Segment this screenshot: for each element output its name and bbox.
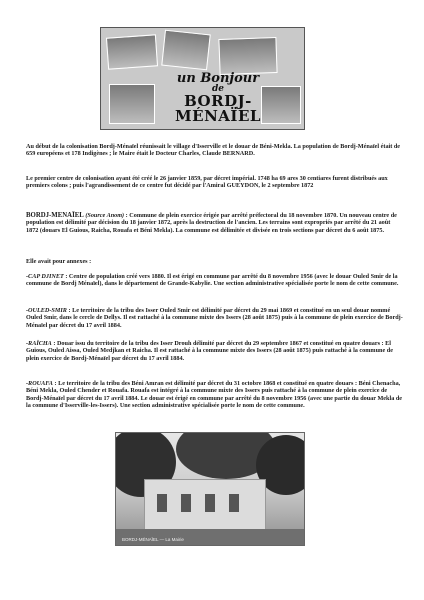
postcard-title-line3: BORDJ-MÉNAÏEL — [175, 92, 261, 125]
paragraph-lead: -ROUAFA — [26, 380, 53, 387]
postcard-title-line2: de — [211, 84, 225, 94]
postcard-photo — [106, 34, 158, 69]
photo-caption: BORDJ-MÉNAÏEL — La Mairie — [122, 537, 184, 542]
town-hall-photo — [115, 432, 305, 546]
paragraph-body: : Douar issu du territoire de la tribu des Isser Drouh délimité par décret du 29 septembre 1867 et constitué en quatre douars : El Guious, Ouled Aissa, Ouled Medjkan et Raicha. Il est rattaché à la commune mixte des Issers (28 août 1875) puis rattaché à la commune de plein exercice de Bordj-Ménaïel par décret du 17 avril 1884. — [26, 340, 393, 362]
paragraph-body: : Le territoire de la tribu des Isser Ouled Smir est délimité par décret du 29 mai 1869 et constitué en un seul douar nommé Ouled Smir, dans le cercle de Dellys. Il est rattaché à la commune mixte des Issers (28 août 1875) puis à la commune de plein exercice de Bordj-Ménaïel par décret du 17 avril 1884. — [26, 307, 403, 329]
paragraph-cap-djinet — [26, 273, 404, 288]
paragraph-raicha — [26, 340, 404, 362]
postcard-title — [153, 72, 283, 124]
paragraph-body: : Le territoire de la tribu des Béni Amran est délimité par décret du 31 octobre 1868 et constitué en quatre douars : Béni Chenacha, Béni Mekla, Ouled Chender et Rouafa. Rouafa est intégré à la commune mixte des Issers puis rattaché à la commune de plein exercice de Bordj-Ménaïel par décret du 17 avril 1884. Le douar est érigé en commune par arrêté du 8 novembre 1956 (avec une partie du douar Mekla de la commune d'Isserville-les-Issers). Une section administrative spécialisée porte le nom de cette commune. — [26, 380, 403, 410]
postcard-title-line1: un Bonjour — [176, 71, 260, 86]
building-shape — [144, 479, 266, 533]
postcard-image — [100, 27, 305, 130]
source-note: (Source Anom) — [85, 212, 125, 219]
paragraph-lead: BORDJ-MENAÏEL — [26, 212, 84, 219]
window-shape — [157, 494, 167, 512]
paragraph-bordj-menaiel — [26, 212, 404, 234]
paragraph-lead: -OULED-SMIR — [26, 307, 67, 314]
window-shape — [181, 494, 191, 512]
paragraph-body: : Centre de population créé vers 1880. Il est érigé en commune par arrêté du 8 novembre 1956 (avec le douar Ouled Smir de la commune de Bordj Ménaïel), dans le département de Grande-Kabylie. Une section administrative spécialisée porte le nom de cette commune. — [26, 273, 399, 288]
paragraph-rouafa — [26, 380, 404, 410]
paragraph-lead: -CAP DJINET — [26, 273, 64, 280]
paragraph-lead: -RAÏCHA — [26, 340, 52, 347]
paragraph-ouled-smir — [26, 307, 404, 329]
paragraph-first-centre: Le premier centre de colonisation ayant été créé le 26 janvier 1859, par décret impérial. 1748 ha 69 ares 30 centiares furent distribués aux premiers colons ; puis l'agrandissement de ce centre fut décidé par l'Amiral GUEYDON, le 2 septembre 1872 — [26, 175, 388, 190]
postcard-photo — [218, 37, 277, 75]
postcard-photo — [161, 30, 211, 71]
window-shape — [229, 494, 239, 512]
postcard-photo — [109, 84, 155, 124]
paragraph-intro: Au début de la colonisation Bordj-Ménaïel réunissait le village d'Isserville et le douar de Béni-Mekla. La population de Bordj-Ménaïel était de 659 européens et 178 Indigènes ; le Maire était le Docteur Charles, Claude BERNARD. — [26, 143, 401, 158]
paragraph-body: : Commune de plein exercice érigée par arrêté préfectoral du 18 novembre 1870. Un nouveau centre de population est délimité par décision du 18 janvier 1872, après la destruction de l'ancien. Les terrains sont expropriés par arrêté du 21 août 1872 (douars El Guious, Raicha, Rouafa et Béni Mekla). La commune est délimitée et divisée en trois sections par décret du 6 août 1875. — [26, 212, 397, 234]
window-shape — [205, 494, 215, 512]
paragraph-annexes-heading: Elle avait pour annexes : — [26, 258, 92, 265]
